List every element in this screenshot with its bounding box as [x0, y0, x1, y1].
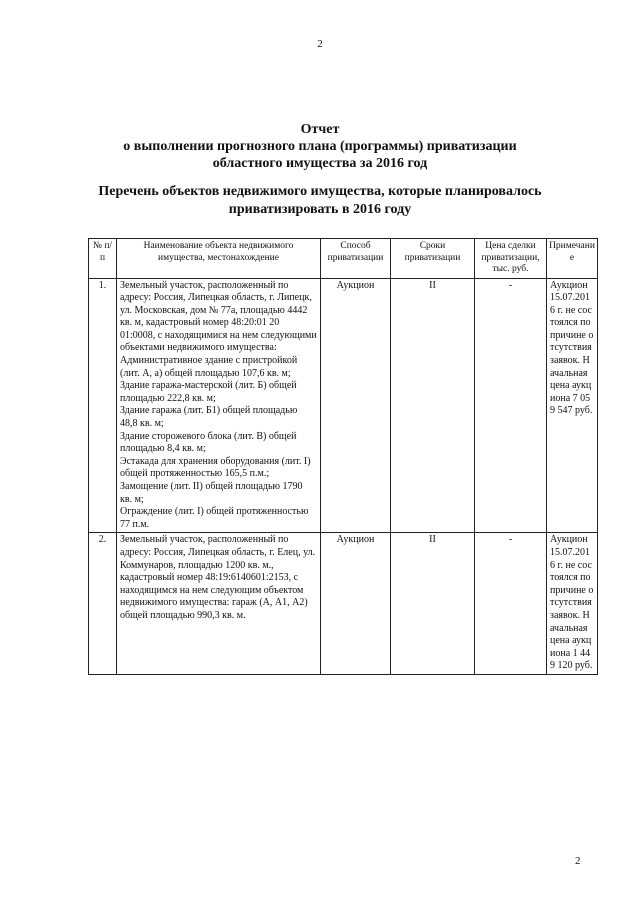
row-method: Аукцион	[321, 278, 391, 533]
row-note: Аукцион 15.07.2016 г. не состоялся по причине отсутствия заявок. Начальная цена аукциона 1 449 120 руб.	[547, 533, 598, 675]
list-title	[60, 183, 580, 219]
subtitle-line-2: приватизировать в 2016 году	[228, 202, 412, 217]
row-price: -	[475, 278, 547, 533]
object-land-plot: Земельный участок, расположенный по адресу: Россия, Липецкая область, г. Липецк, ул. Московская, дом № 77а, площадью 4442 кв. м, кадастровый номер 48:20:01 20 01:0008, с находящимися на нем следующими объектами недвижимого имущества:	[120, 279, 317, 354]
object-item: Ограждение (лит. I) общей протяженностью 77 п.м.	[120, 506, 309, 530]
title-line-2: о выполнении прогнозного плана (программы) приватизации	[123, 139, 517, 154]
table-row	[89, 533, 598, 675]
row-num: 2.	[89, 533, 117, 675]
object-item: Здание гаража (лит. Б1) общей площадью 48,8 кв. м;	[120, 405, 298, 430]
object-item: Административное здание с пристройкой (лит. А, а) общей площадью 107,6 кв. м;	[120, 355, 298, 379]
row-object-description	[117, 533, 321, 675]
page-number-bottom: 2	[575, 855, 581, 867]
objects-table	[88, 238, 598, 675]
report-title	[60, 121, 580, 172]
header-num: № п/п	[89, 239, 117, 279]
object-land-plot: Земельный участок, расположенный по адресу: Россия, Липецкая область, г. Елец, ул. Коммунаров, площадью 1200 кв. м., кадастровый номер 48:19:6140601:2153, с находящимся на нем следующим объектом недвижимого имущества: гараж (А, А1, А2) общей площадью 990,3 кв. м.	[120, 534, 316, 621]
title-line-3: областного имущества за 2016 год	[212, 156, 428, 171]
row-price: -	[475, 533, 547, 675]
row-num: 1.	[89, 278, 117, 533]
page-number-top: 2	[317, 38, 323, 50]
row-object-description	[117, 278, 321, 533]
header-name: Наименование объекта недвижимого имущества, местонахождение	[117, 239, 321, 279]
object-item: Здание сторожевого блока (лит. В) общей площадью 8,4 кв. м;	[120, 430, 297, 455]
header-method: Способ приватизации	[321, 239, 391, 279]
object-item: Здание гаража-мастерской (лит. Б) общей площадью 222,8 кв. м;	[120, 380, 297, 404]
row-note: Аукцион 15.07.2016 г. не состоялся по причине отсутствия заявок. Начальная цена аукциона 7 059 547 руб.	[547, 278, 598, 533]
object-item: Эстакада для хранения оборудования (лит. I) общей протяженностью 165,5 п.м.;	[120, 455, 311, 480]
object-item: Замощение (лит. II) общей площадью 1790 кв. м;	[120, 481, 303, 505]
title-line-1: Отчет	[300, 122, 340, 137]
table-header-row	[89, 239, 598, 279]
header-term: Сроки приватизации	[391, 239, 475, 279]
header-price: Цена сделки приватизации, тыс. руб.	[475, 239, 547, 279]
header-note: Примечание	[547, 239, 598, 279]
row-method: Аукцион	[321, 533, 391, 675]
row-term: II	[391, 278, 475, 533]
subtitle-line-1: Перечень объектов недвижимого имущества, которые планировалось	[98, 184, 542, 199]
row-term: II	[391, 533, 475, 675]
table-row	[89, 278, 598, 533]
